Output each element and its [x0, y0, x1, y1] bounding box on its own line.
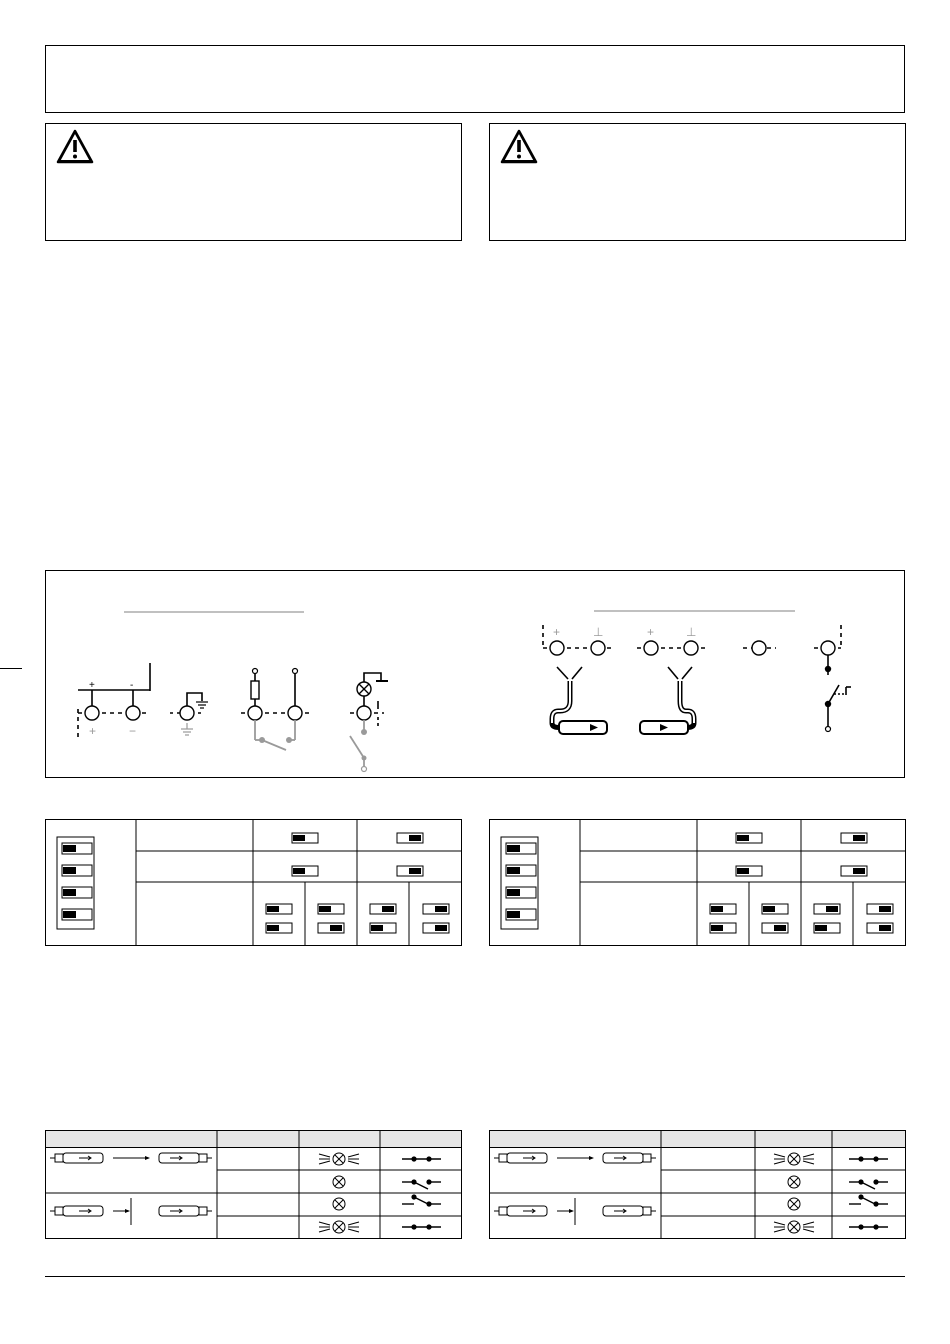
lamp-icon: [788, 1176, 800, 1188]
dip-table-right: [489, 819, 906, 946]
warning-box-right: [489, 123, 906, 241]
footer-rule: [45, 1276, 905, 1277]
svg-text:-: -: [130, 680, 134, 691]
pnp-sensor-diagram: [543, 625, 612, 734]
lamp-icon: [333, 1198, 345, 1210]
lamp-icon: [788, 1198, 800, 1210]
voltage-input-diagram: [78, 663, 150, 741]
margin-mark: [0, 668, 22, 669]
function-table-left: [45, 1130, 462, 1240]
npn-ground-label: ⊥: [686, 625, 697, 639]
warning-triangle-icon: [55, 127, 95, 167]
wiring-diagram-box: [45, 570, 905, 778]
resistor-contact-diagram: [241, 669, 310, 751]
lamp-switch-diagram: [350, 673, 388, 772]
dip-table-right-drawing: [489, 819, 906, 946]
warning-triangle-icon: [499, 127, 539, 167]
header-box: [45, 45, 905, 113]
ground-input-diagram: [170, 693, 208, 735]
svg-text:+: +: [89, 680, 95, 691]
function-table-right: [489, 1130, 906, 1240]
pnp-plus-label: +: [553, 625, 561, 639]
lamp-icon: [333, 1176, 345, 1188]
wiring-diagram: [46, 571, 904, 777]
push-button-diagram: [814, 625, 851, 732]
dip-table-left-drawing: [45, 819, 462, 946]
terminal-minus-label: −: [129, 724, 137, 738]
terminal-plus-label: +: [89, 724, 97, 738]
function-table-left-drawing: [45, 1130, 462, 1240]
npn-sensor-diagram: [637, 625, 706, 734]
function-table-right-drawing: [489, 1130, 906, 1240]
npn-plus-label: +: [647, 625, 655, 639]
free-terminal-diagram: [743, 641, 776, 655]
warning-box-left: [45, 123, 462, 241]
pnp-ground-label: ⊥: [593, 625, 604, 639]
dip-table-left: [45, 819, 462, 946]
